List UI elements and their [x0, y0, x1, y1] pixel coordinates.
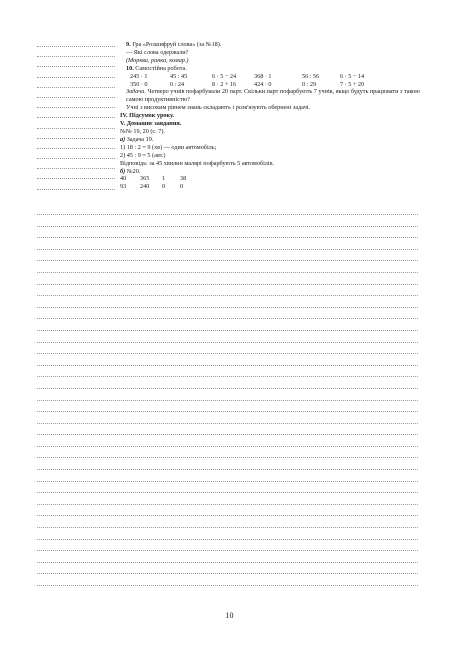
margin-line — [37, 46, 115, 47]
margin-line — [37, 97, 115, 98]
number-cell: 93 — [120, 183, 127, 191]
answer-line: (Морква, ранка, комар.) — [126, 56, 189, 64]
writing-line — [37, 330, 418, 331]
margin-line — [37, 117, 115, 118]
writing-line — [37, 295, 418, 296]
number-cell: 0 — [162, 183, 166, 191]
expression: 6 · 5 − 24 — [212, 72, 237, 80]
writing-line — [37, 342, 418, 343]
expression: 245 · 1 — [130, 72, 148, 80]
writing-line — [37, 562, 418, 563]
page-number: 10 — [225, 611, 234, 620]
margin-line — [37, 107, 115, 108]
margin-line — [37, 178, 115, 179]
writing-line — [37, 550, 418, 551]
margin-line — [37, 138, 115, 139]
writing-lines — [37, 214, 418, 597]
homework-b-title: №20. — [126, 167, 141, 175]
writing-line — [37, 457, 418, 458]
task-paragraph — [120, 88, 425, 104]
work-item — [120, 65, 425, 73]
expression: 56 : 56 — [302, 72, 320, 80]
margin-line — [37, 148, 115, 149]
writing-line — [37, 434, 418, 435]
expression: 7 · 5 + 20 — [340, 80, 365, 88]
expressions-row — [120, 81, 425, 89]
writing-line — [37, 539, 418, 540]
writing-line — [37, 573, 418, 574]
writing-line — [37, 446, 418, 447]
writing-line — [37, 400, 418, 401]
writing-line — [37, 237, 418, 238]
number-cell: 365 — [140, 175, 150, 183]
writing-line — [37, 388, 418, 389]
margin-line — [37, 87, 115, 88]
writing-line — [37, 527, 418, 528]
writing-line — [37, 504, 418, 505]
question-line: — Які слова одержали? — [126, 48, 189, 56]
number-cell: 1 — [162, 175, 166, 183]
margin-line — [37, 56, 115, 57]
writing-line — [37, 481, 418, 482]
number-cell: 38 — [180, 175, 187, 183]
numbers-row — [120, 183, 425, 191]
item-number: 9. — [126, 41, 131, 48]
margin-line — [37, 189, 115, 190]
lesson-content — [120, 41, 425, 191]
writing-line — [37, 260, 418, 261]
task-note: Учні з високим рівнем знань складають і розв'язують обернені задачі. — [126, 104, 311, 112]
margin-line — [37, 128, 115, 129]
writing-line — [37, 376, 418, 377]
number-cell: 240 — [140, 183, 150, 191]
homework-a — [120, 136, 425, 144]
writing-line — [37, 318, 418, 319]
writing-line — [37, 353, 418, 354]
solution-step: 2) 45 : 9 = 5 (авт.) — [120, 151, 166, 159]
task-label: Задача. — [126, 88, 146, 96]
expression: 45 : 45 — [170, 72, 188, 80]
task-text: Четверо учнів пофарбували 20 парт. Скільки парт пофарбують 7 учнів, якщо будуть працювати з такою самою продуктивністю? — [126, 88, 420, 104]
writing-line — [37, 307, 418, 308]
expression: 368 · 1 — [254, 72, 272, 80]
expression: 0 : 29 — [302, 80, 317, 88]
item-letter: б) — [120, 167, 126, 175]
item-letter: а) — [120, 135, 126, 143]
margin-note-lines — [37, 46, 115, 199]
expression: 0 : 24 — [170, 80, 185, 88]
summary-heading: IV. Підсумок уроку. — [120, 112, 174, 120]
writing-line — [37, 284, 418, 285]
writing-line — [37, 515, 418, 516]
game-text: Гра «Розшифруй слова» (за №18). — [132, 41, 222, 48]
margin-line — [37, 158, 115, 159]
writing-line — [37, 585, 418, 586]
expression: 424 · 0 — [254, 80, 272, 88]
writing-line — [37, 226, 418, 227]
solution-answer: Відповідь: за 45 хвилин малярі пофарбують 5 автомобілів. — [120, 159, 275, 167]
writing-line — [37, 272, 418, 273]
writing-line — [37, 249, 418, 250]
writing-line — [37, 214, 418, 215]
margin-line — [37, 66, 115, 67]
work-title: Самостійна робота. — [135, 64, 187, 72]
writing-line — [37, 492, 418, 493]
homework-heading: V. Домашнє завдання. — [120, 120, 182, 128]
item-number: 10. — [126, 64, 134, 72]
game-item — [120, 41, 425, 49]
expression: 6 · 5 − 14 — [340, 72, 365, 80]
expressions-row — [120, 73, 425, 81]
number-cell: 40 — [120, 175, 127, 183]
expression: 350 · 0 — [130, 80, 148, 88]
writing-line — [37, 469, 418, 470]
expression: 8 · 2 + 16 — [212, 80, 237, 88]
numbers-row — [120, 175, 425, 183]
homework-a-title: Задача 19. — [126, 135, 154, 143]
margin-line — [37, 77, 115, 78]
solution-step: 1) 18 : 2 = 9 (хв) — один автомобіль; — [120, 143, 217, 151]
number-cell: 0 — [180, 183, 184, 191]
writing-line — [37, 411, 418, 412]
writing-line — [37, 423, 418, 424]
writing-line — [37, 365, 418, 366]
homework-b — [120, 168, 425, 176]
homework-numbers: №№ 19, 20 (с. 7). — [120, 127, 165, 135]
margin-line — [37, 168, 115, 169]
